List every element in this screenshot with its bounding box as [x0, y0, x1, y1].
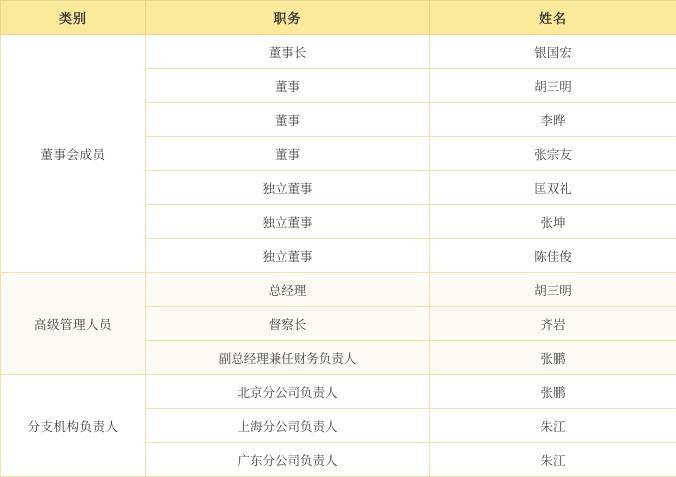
cell-name: 陈佳俊	[430, 239, 676, 273]
cell-position: 副总经理兼任财务负责人	[146, 341, 430, 375]
cell-name: 李晔	[430, 103, 676, 137]
cell-category: 董事会成员	[1, 35, 146, 273]
cell-name: 胡三明	[430, 273, 676, 307]
cell-name: 匡双礼	[430, 171, 676, 205]
cell-name: 张鹏	[430, 375, 676, 409]
cell-name: 朱江	[430, 409, 676, 443]
cell-category: 分支机构负责人	[1, 375, 146, 477]
cell-name: 胡三明	[430, 69, 676, 103]
column-header-position: 职务	[146, 1, 430, 35]
column-header-category: 类别	[1, 1, 146, 35]
cell-position: 上海分公司负责人	[146, 409, 430, 443]
cell-name: 齐岩	[430, 307, 676, 341]
cell-name: 张鹏	[430, 341, 676, 375]
cell-position: 董事	[146, 69, 430, 103]
table-row	[1, 273, 676, 307]
cell-position: 董事	[146, 137, 430, 171]
cell-name: 朱江	[430, 443, 676, 477]
cell-name: 张坤	[430, 205, 676, 239]
cell-position: 独立董事	[146, 171, 430, 205]
column-header-name: 姓名	[430, 1, 676, 35]
cell-name: 银国宏	[430, 35, 676, 69]
cell-name: 张宗友	[430, 137, 676, 171]
table-row	[1, 375, 676, 409]
cell-position: 总经理	[146, 273, 430, 307]
cell-position: 督察长	[146, 307, 430, 341]
cell-category: 高级管理人员	[1, 273, 146, 375]
table-body	[1, 35, 676, 477]
table-row	[1, 35, 676, 69]
cell-position: 董事	[146, 103, 430, 137]
table-header-row	[1, 1, 676, 35]
cell-position: 董事长	[146, 35, 430, 69]
cell-position: 北京分公司负责人	[146, 375, 430, 409]
cell-position: 广东分公司负责人	[146, 443, 430, 477]
table-header	[1, 1, 676, 35]
cell-position: 独立董事	[146, 239, 430, 273]
cell-position: 独立董事	[146, 205, 430, 239]
